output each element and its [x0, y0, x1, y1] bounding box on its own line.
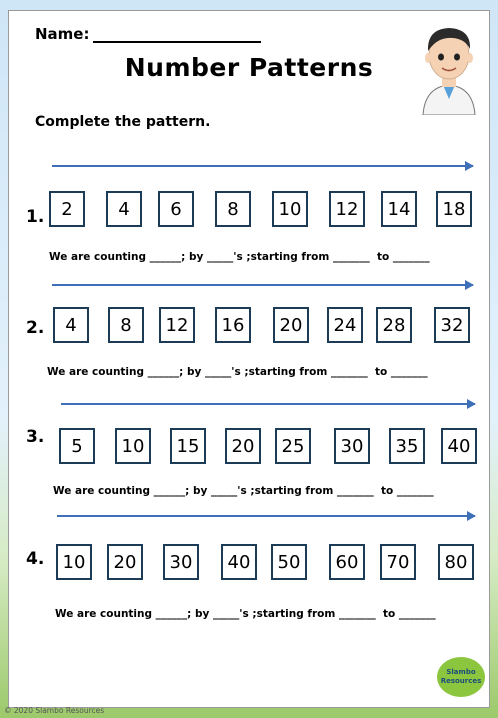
number-box[interactable]: 25 — [275, 428, 311, 464]
number-box[interactable]: 80 — [438, 544, 474, 580]
pattern-arrow-4 — [57, 515, 475, 517]
problem-number-1: 1. — [26, 207, 45, 227]
number-box[interactable]: 30 — [334, 428, 370, 464]
number-box[interactable]: 5 — [59, 428, 95, 464]
number-box[interactable]: 10 — [56, 544, 92, 580]
number-box[interactable]: 40 — [221, 544, 257, 580]
pattern-arrow-1 — [52, 165, 473, 167]
copyright-text: © 2020 Slambo Resources — [4, 706, 105, 715]
number-box[interactable]: 30 — [163, 544, 199, 580]
slambo-logo — [437, 657, 485, 697]
logo-line1: Slambo — [446, 668, 476, 676]
number-box[interactable]: 2 — [49, 191, 85, 227]
worksheet — [8, 10, 490, 708]
number-box[interactable]: 28 — [376, 307, 412, 343]
number-box[interactable]: 15 — [170, 428, 206, 464]
pattern-arrow-3 — [61, 403, 475, 405]
number-box[interactable]: 4 — [53, 307, 89, 343]
problem-number-3: 3. — [26, 427, 45, 447]
number-box[interactable]: 16 — [215, 307, 251, 343]
number-box[interactable]: 12 — [329, 191, 365, 227]
pattern-sentence-3: We are counting ______; by _____'s ;starting from _______ to _______ — [53, 485, 434, 497]
number-box[interactable]: 40 — [441, 428, 477, 464]
pattern-sentence-2: We are counting ______; by _____'s ;starting from _______ to _______ — [47, 366, 428, 378]
pattern-sentence-4: We are counting ______; by _____'s ;starting from _______ to _______ — [55, 608, 436, 620]
number-box[interactable]: 32 — [434, 307, 470, 343]
instruction: Complete the pattern. — [35, 114, 211, 130]
boy-avatar-icon — [413, 21, 485, 115]
pattern-sentence-1: We are counting ______; by _____'s ;starting from _______ to _______ — [49, 251, 430, 263]
number-box[interactable]: 8 — [108, 307, 144, 343]
number-box[interactable]: 20 — [225, 428, 261, 464]
name-label: Name: — [35, 25, 90, 43]
number-box[interactable]: 10 — [115, 428, 151, 464]
number-box[interactable]: 10 — [272, 191, 308, 227]
number-box[interactable]: 8 — [215, 191, 251, 227]
number-box[interactable]: 14 — [381, 191, 417, 227]
number-box[interactable]: 4 — [106, 191, 142, 227]
logo-line2: Resources — [440, 677, 482, 685]
number-box[interactable]: 18 — [436, 191, 472, 227]
number-box[interactable]: 24 — [327, 307, 363, 343]
number-box[interactable]: 70 — [380, 544, 416, 580]
number-box[interactable]: 12 — [159, 307, 195, 343]
number-box[interactable]: 35 — [389, 428, 425, 464]
number-box[interactable]: 20 — [273, 307, 309, 343]
pattern-arrow-2 — [52, 284, 473, 286]
page-title: Number Patterns — [124, 53, 374, 82]
number-box[interactable]: 6 — [158, 191, 194, 227]
number-box[interactable]: 50 — [271, 544, 307, 580]
number-box[interactable]: 60 — [329, 544, 365, 580]
problem-number-4: 4. — [26, 549, 45, 569]
name-line — [93, 41, 261, 43]
number-box[interactable]: 20 — [107, 544, 143, 580]
problem-number-2: 2. — [26, 318, 45, 338]
